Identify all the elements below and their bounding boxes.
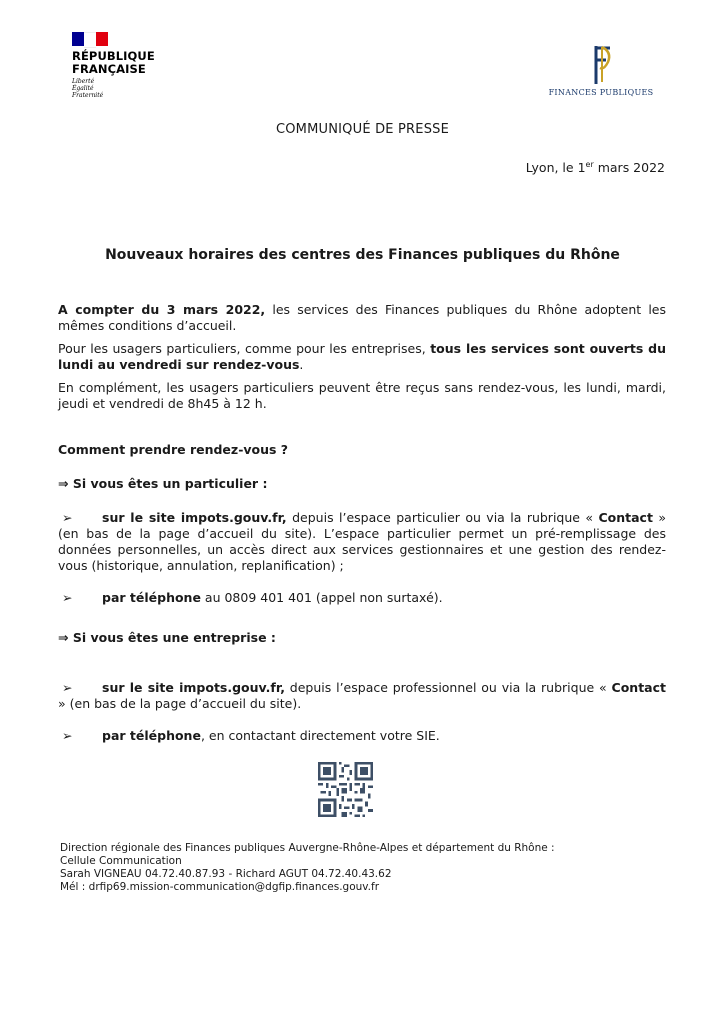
arrow-bullet-icon: ➢ <box>62 510 73 525</box>
finances-publiques-logo <box>546 44 656 104</box>
qr-code-icon <box>318 762 373 817</box>
finances-publiques-emblem-icon <box>586 44 616 86</box>
republique-francaise-logo <box>64 32 164 116</box>
list-item: ➢ par téléphone au 0809 401 401 (appel non surtaxé). <box>58 590 666 606</box>
list-item: ➢ par téléphone, en contactant directement votre SIE. <box>58 728 666 744</box>
list-item: ➢ sur le site impots.gouv.fr, depuis l’espace particulier ou via la rubrique « Contact » (en bas de la page d’accueil du site). L’espace particulier permet un pré-remplissage des données personnelles, un accès direct aux services gestionnaires et une gestion des rendez-vous (historique, annulation, replanification) ; <box>58 510 667 573</box>
walk-in-paragraph: En complément, les usagers particuliers peuvent être reçus sans rendez-vous, les lundi, mardi, jeudi et vendredi de 8h45 à 12 h. <box>58 380 666 411</box>
opening-paragraph: Pour les usagers particuliers, comme pour les entreprises, tous les services sont ouverts du lundi au vendredi sur rendez-vous. <box>58 341 666 372</box>
arrow-bullet-icon: ➢ <box>62 728 73 743</box>
entreprise-heading: ⇒ Si vous êtes une entreprise : <box>58 630 276 645</box>
arrow-bullet-icon: ➢ <box>62 590 73 605</box>
republique-name: RÉPUBLIQUE FRANÇAISE <box>72 49 155 76</box>
press-release-kicker: COMMUNIQUÉ DE PRESSE <box>275 122 450 137</box>
republique-motto: Liberté Égalité Fraternité <box>72 78 104 99</box>
particulier-heading: ⇒ Si vous êtes un particulier : <box>58 476 268 491</box>
french-flag-icon <box>72 32 108 46</box>
finances-publiques-label: FINANCES PUBLIQUES <box>548 88 654 97</box>
place-date: Lyon, le 1er mars 2022 <box>525 160 665 176</box>
arrow-bullet-icon: ➢ <box>62 680 73 695</box>
intro-paragraph: A compter du 3 mars 2022, les services des Finances publiques du Rhône adoptent les mêmes conditions d’accueil. <box>58 302 666 333</box>
list-item: ➢ sur le site impots.gouv.fr, depuis l’espace professionnel ou via la rubrique « Contact » (en bas de la page d’accueil du site). <box>58 680 667 711</box>
contact-footer: Direction régionale des Finances publiques Auvergne-Rhône-Alpes et département du Rhône : Cellule Communication Sarah VIGNEAU 04.72.40.87.93 - Richard AGUT 04.72.40.43.62 Mél : drfip69.mission-communication@dgfip.finances.gouv.fr <box>60 842 555 893</box>
how-to-book-heading: Comment prendre rendez-vous ? <box>58 442 289 457</box>
page-title: Nouveaux horaires des centres des Finances publiques du Rhône <box>105 247 620 263</box>
